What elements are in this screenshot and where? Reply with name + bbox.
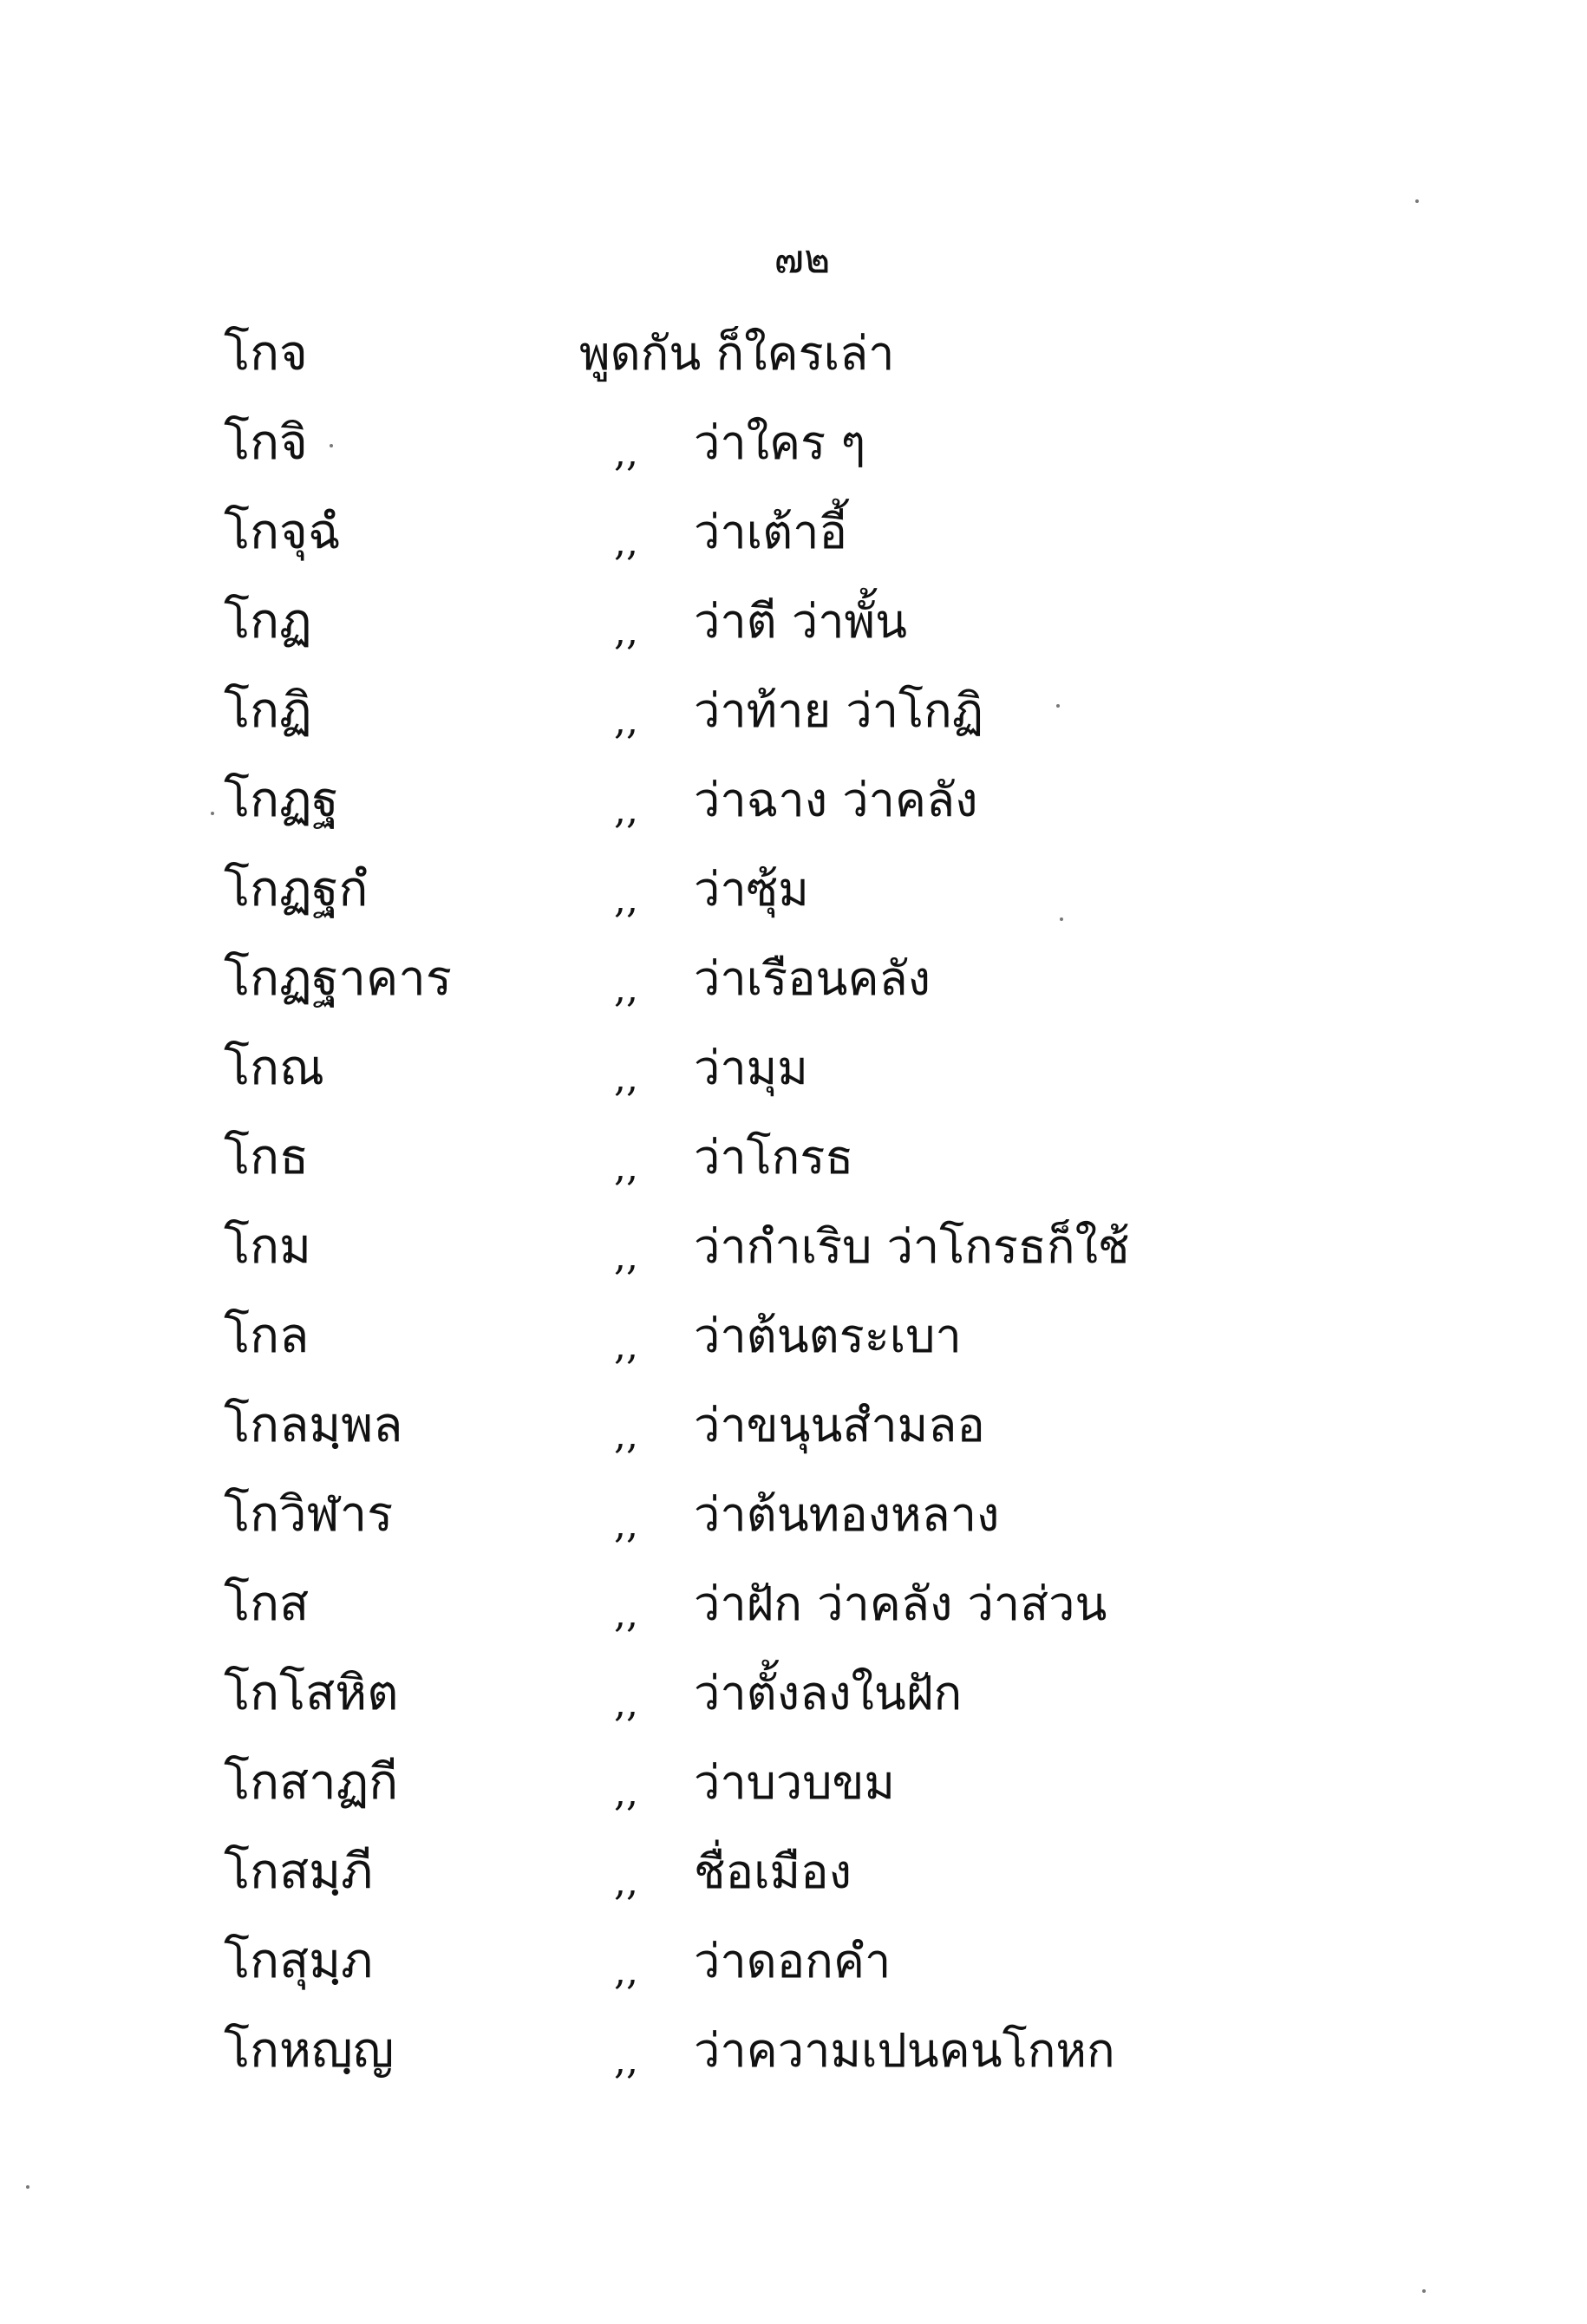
scan-speck [1415, 199, 1419, 203]
ditto-mark: ,, [614, 1056, 638, 1100]
entry-gloss: ว่าบวบขม [694, 1755, 896, 1810]
entry-headword: โกจิ [224, 415, 308, 471]
ditto-mark: ,, [614, 788, 638, 832]
entry-headword: โกม [224, 1218, 311, 1275]
entry-headword: โกฏิ [224, 682, 312, 739]
ditto-mark: ,, [614, 2039, 638, 2083]
ditto-mark: ,, [614, 1592, 638, 1636]
entry-headword: โกฏฐาคาร [224, 950, 452, 1007]
entry-headword: โกธ [224, 1129, 310, 1185]
ditto-mark: ,, [614, 1503, 638, 1547]
entry-gloss: ว่าความเปนคนโกหก [694, 2023, 1115, 2078]
dictionary-entry [0, 1472, 1587, 1561]
ditto-mark: ,, [614, 431, 638, 475]
entry-gloss: ว่าใคร ๆ [694, 415, 866, 470]
entry-gloss: ว่าต้นตระเบา [694, 1309, 962, 1363]
entry-gloss: ว่าเต้าอี้ [694, 505, 847, 559]
entry-gloss: ว่าฝัก ว่าคลัง ว่าส่วน [694, 1577, 1107, 1631]
entry-headword: โกล [224, 1308, 310, 1364]
entry-headword: โกฏ [224, 593, 312, 650]
ditto-mark: ,, [614, 1413, 638, 1458]
entry-gloss: ว่ามุม [694, 1041, 808, 1095]
ditto-mark: ,, [614, 1146, 638, 1190]
entry-headword: โกจ [224, 325, 308, 382]
dictionary-entry [0, 757, 1587, 846]
entry-headword: โกจุฉํ [224, 504, 341, 560]
entry-gloss: ว่าท้าย ว่าโกฏิ [694, 683, 983, 738]
dictionary-entry [0, 1025, 1587, 1114]
ditto-mark: ,, [614, 1949, 638, 1994]
dictionary-entry [0, 846, 1587, 936]
entry-gloss: ว่าตี ว่าพั้น [694, 594, 908, 649]
entry-gloss: พูดกัน ก็ใครเล่า [579, 326, 895, 381]
ditto-mark: ,, [614, 1771, 638, 1815]
scan-speck [330, 444, 333, 447]
ditto-mark: ,, [614, 610, 638, 654]
dictionary-entry [0, 1918, 1587, 2007]
page-number: ๗๒ [774, 235, 831, 282]
scan-speck [1060, 917, 1063, 921]
dictionary-entry [0, 2007, 1587, 2097]
scan-speck [26, 2185, 29, 2189]
entry-headword: โกส [224, 1576, 310, 1632]
dictionary-entry [0, 1829, 1587, 1918]
entry-gloss: ว่าขนุนสำมลอ [694, 1398, 985, 1452]
entry-headword: โกวิฬาร [224, 1486, 394, 1543]
dictionary-entry [0, 400, 1587, 489]
entry-headword: โกฏฐ [224, 772, 339, 828]
dictionary-entry [0, 1293, 1587, 1382]
entry-gloss: ว่ากำเริบ ว่าโกรธก็ใช้ [694, 1219, 1130, 1274]
ditto-mark: ,, [614, 1681, 638, 1726]
ditto-mark: ,, [614, 1324, 638, 1368]
dictionary-entry-list [0, 310, 1587, 2097]
entry-headword: โกสุมฺภ [224, 1933, 373, 1989]
entry-headword: โกโสหิต [224, 1665, 399, 1721]
ditto-mark: ,, [614, 520, 638, 565]
dictionary-entry [0, 1114, 1587, 1204]
entry-headword: โกหญฺญ [224, 2022, 395, 2079]
dictionary-entry [0, 936, 1587, 1025]
dictionary-entry [0, 310, 1587, 400]
dictionary-entry [0, 489, 1587, 578]
entry-headword: โกลมฺพล [224, 1397, 403, 1453]
entry-gloss: ว่าซุ้ม [694, 862, 809, 917]
entry-gloss: ว่าเรือนคลัง [694, 951, 931, 1006]
scan-speck [211, 812, 214, 815]
ditto-mark: ,, [614, 1860, 638, 1904]
ditto-mark: ,, [614, 878, 638, 922]
entry-headword: โกสาฏกี [224, 1754, 399, 1811]
dictionary-entry [0, 1740, 1587, 1829]
entry-gloss: ว่าฉาง ว่าคลัง [694, 773, 978, 827]
scan-speck [1422, 2289, 1426, 2293]
dictionary-entry [0, 1561, 1587, 1650]
ditto-mark: ,, [614, 1235, 638, 1279]
entry-headword: โกสมฺภี [224, 1844, 373, 1900]
scan-speck [1056, 704, 1060, 708]
dictionary-entry [0, 668, 1587, 757]
dictionary-entry [0, 578, 1587, 668]
dictionary-entry [0, 1650, 1587, 1740]
entry-gloss: ว่าต้นทองหลาง [694, 1487, 1000, 1542]
entry-gloss: ว่าโกรธ [694, 1130, 854, 1185]
entry-gloss: ว่าดอกคำ [694, 1934, 891, 1988]
dictionary-entry [0, 1382, 1587, 1472]
dictionary-entry [0, 1204, 1587, 1293]
entry-gloss: ว่าตั้งลงในฝัก [694, 1666, 963, 1720]
entry-headword: โกณ [224, 1040, 324, 1096]
entry-gloss: ชื่อเมือง [694, 1844, 852, 1899]
ditto-mark: ,, [614, 967, 638, 1011]
entry-headword: โกฏฐกํ [224, 861, 369, 917]
ditto-mark: ,, [614, 699, 638, 743]
